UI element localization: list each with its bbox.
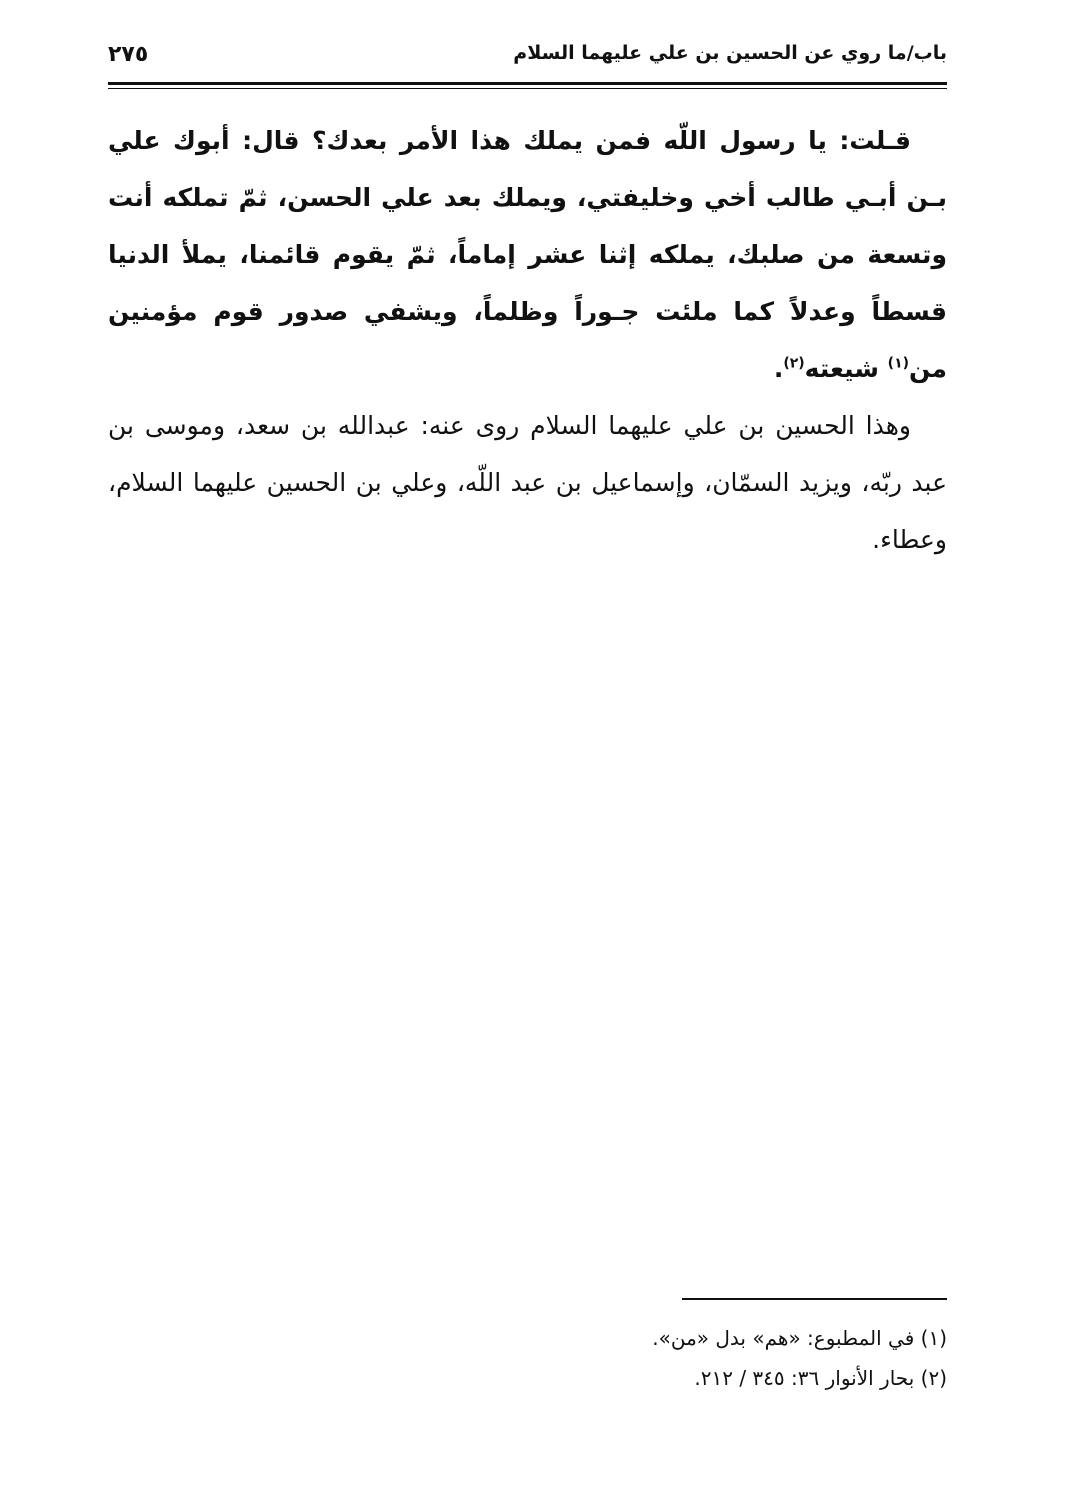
header-rule-thick — [108, 82, 947, 85]
paragraph-1-text: قـلت: يا رسول اللّه فمن يملك هذا الأمر بعدك؟ قال: أبوك علي بـن أبـي طالب أخي وخليفتي، ويملك بعد علي الحسن، ثمّ تملكه أنت وتسعة من صلبك، يملكه إثنا عشر إماماً، ثمّ يقوم قائمنا، يملأ الدنيا قسطاً وعدلاً كما ملئت جـوراً وظلماً، ويشفي صدور قوم مؤمنين من — [108, 126, 947, 383]
paragraph-2-text: وهذا الحسين بن علي عليهما السلام روى عنه: عبدالله بن سعد، وموسى بن عبد ربّه، ويزيد السمّان، وإسماعيل بن عبد اللّه، وعلي بن الحسين عليهما السلام، وعطاء. — [108, 411, 947, 554]
paragraph-1-end: . — [773, 354, 784, 383]
footnote-ref-2[interactable]: (٢) — [783, 355, 805, 372]
footnote-separator — [682, 1298, 947, 1300]
main-text — [108, 112, 947, 568]
running-head-title: باب/ما روي عن الحسين بن علي عليهما السلام — [513, 42, 947, 64]
header-rule-thin — [108, 88, 947, 89]
paragraph-1-tail: شيعته — [804, 354, 888, 383]
paragraph-1 — [108, 112, 947, 397]
footnote-1: (١) في المطبوع: «هم» بدل «من». — [652, 1326, 947, 1350]
paragraph-2 — [108, 397, 947, 568]
page-number: ٢٧٥ — [108, 42, 149, 67]
footnote-ref-1[interactable]: (١) — [887, 355, 910, 372]
footnotes — [500, 1318, 947, 1398]
running-header — [108, 42, 947, 78]
footnote-2: (٢) بحار الأنوار ٣٦: ٣٤٥ / ٢١٢. — [694, 1366, 947, 1390]
